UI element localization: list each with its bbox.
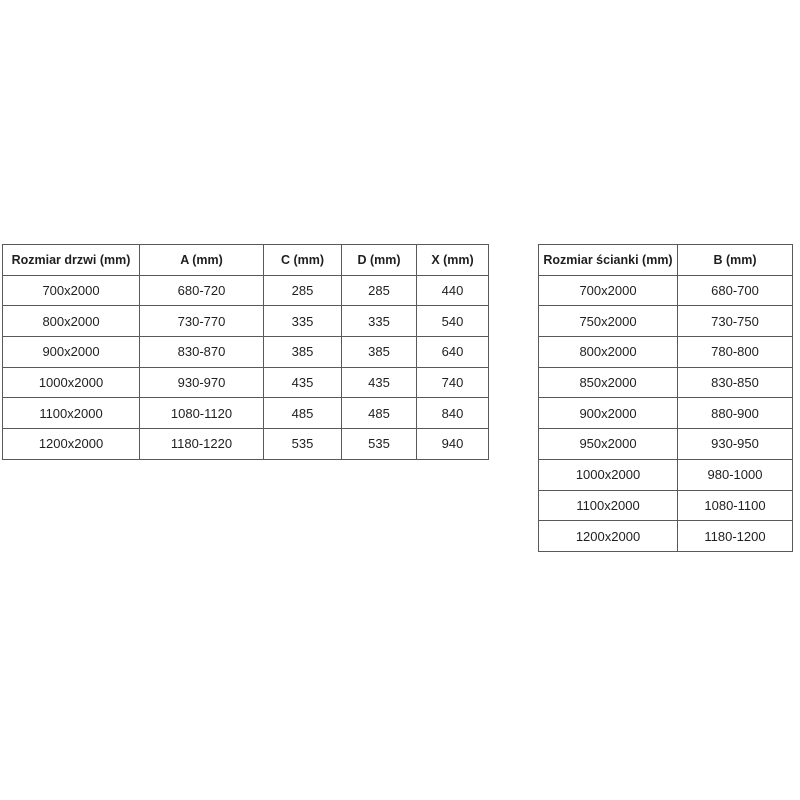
door-dimensions-table-cell: 680-720: [140, 275, 264, 306]
table-row: [539, 398, 793, 429]
door-dimensions-table-cell: 1180-1220: [140, 429, 264, 460]
door-dimensions-table-cell: 335: [264, 306, 342, 337]
door-dimensions-table-cell: 535: [264, 429, 342, 460]
wall-dimensions-table-cell: 1180-1200: [678, 521, 793, 552]
door-dimensions-table-cell: 740: [417, 367, 489, 398]
wall-dimensions-table-header-cell: Rozmiar ścianki (mm): [539, 245, 678, 276]
door-dimensions-table: [2, 244, 489, 460]
table-row: [3, 429, 489, 460]
wall-dimensions-table-cell: 850x2000: [539, 367, 678, 398]
door-dimensions-table-cell: 1100x2000: [3, 398, 140, 429]
wall-dimensions-table-cell: 1080-1100: [678, 490, 793, 521]
wall-dimensions-table-cell: 900x2000: [539, 398, 678, 429]
door-dimensions-table-cell: 435: [342, 367, 417, 398]
wall-dimensions-table-cell: 780-800: [678, 337, 793, 368]
wall-dimensions-table: [538, 244, 793, 552]
wall-dimensions-table-cell: 980-1000: [678, 459, 793, 490]
door-dimensions-table-header-cell: C (mm): [264, 245, 342, 276]
wall-dimensions-table-cell: 750x2000: [539, 306, 678, 337]
door-dimensions-table-cell: 730-770: [140, 306, 264, 337]
door-dimensions-table-cell: 535: [342, 429, 417, 460]
table-row: [539, 367, 793, 398]
door-dimensions-table-cell: 285: [342, 275, 417, 306]
wall-dimensions-table-cell: 700x2000: [539, 275, 678, 306]
wall-table-header-row: [539, 245, 793, 276]
wall-dimensions-table-cell: 950x2000: [539, 429, 678, 460]
wall-dimensions-table-cell: 930-950: [678, 429, 793, 460]
door-dimensions-table-cell: 540: [417, 306, 489, 337]
table-row: [3, 337, 489, 368]
door-dimensions-table-cell: 335: [342, 306, 417, 337]
door-dimensions-table-cell: 1000x2000: [3, 367, 140, 398]
wall-dimensions-table-cell: 730-750: [678, 306, 793, 337]
door-dimensions-table-cell: 440: [417, 275, 489, 306]
table-row: [539, 490, 793, 521]
door-dimensions-table-cell: 800x2000: [3, 306, 140, 337]
door-dimensions-table-cell: 930-970: [140, 367, 264, 398]
table-row: [539, 275, 793, 306]
wall-dimensions-table-cell: 1000x2000: [539, 459, 678, 490]
door-dimensions-table-header-cell: X (mm): [417, 245, 489, 276]
table-row: [3, 367, 489, 398]
door-dimensions-table-cell: 940: [417, 429, 489, 460]
door-dimensions-table-cell: 1200x2000: [3, 429, 140, 460]
door-dimensions-table-cell: 840: [417, 398, 489, 429]
table-row: [3, 275, 489, 306]
table-row: [539, 337, 793, 368]
wall-dimensions-table-cell: 1100x2000: [539, 490, 678, 521]
wall-dimensions-table-cell: 1200x2000: [539, 521, 678, 552]
door-dimensions-table-cell: 900x2000: [3, 337, 140, 368]
door-table-header-row: [3, 245, 489, 276]
table-row: [3, 398, 489, 429]
door-dimensions-table-cell: 435: [264, 367, 342, 398]
door-dimensions-table-cell: 385: [264, 337, 342, 368]
door-dimensions-table-cell: 640: [417, 337, 489, 368]
door-dimensions-table-cell: 830-870: [140, 337, 264, 368]
door-dimensions-table-cell: 700x2000: [3, 275, 140, 306]
table-row: [539, 429, 793, 460]
wall-dimensions-table-cell: 800x2000: [539, 337, 678, 368]
door-dimensions-table-cell: 385: [342, 337, 417, 368]
table-row: [539, 521, 793, 552]
wall-dimensions-table-cell: 680-700: [678, 275, 793, 306]
door-dimensions-table-header-cell: D (mm): [342, 245, 417, 276]
table-row: [539, 306, 793, 337]
door-dimensions-table-header-cell: Rozmiar drzwi (mm): [3, 245, 140, 276]
door-dimensions-table-cell: 485: [342, 398, 417, 429]
wall-dimensions-table-header-cell: B (mm): [678, 245, 793, 276]
table-row: [3, 306, 489, 337]
door-dimensions-table-cell: 1080-1120: [140, 398, 264, 429]
door-dimensions-table-header-cell: A (mm): [140, 245, 264, 276]
door-dimensions-table-cell: 285: [264, 275, 342, 306]
table-row: [539, 459, 793, 490]
wall-dimensions-table-cell: 880-900: [678, 398, 793, 429]
wall-dimensions-table-cell: 830-850: [678, 367, 793, 398]
door-dimensions-table-cell: 485: [264, 398, 342, 429]
